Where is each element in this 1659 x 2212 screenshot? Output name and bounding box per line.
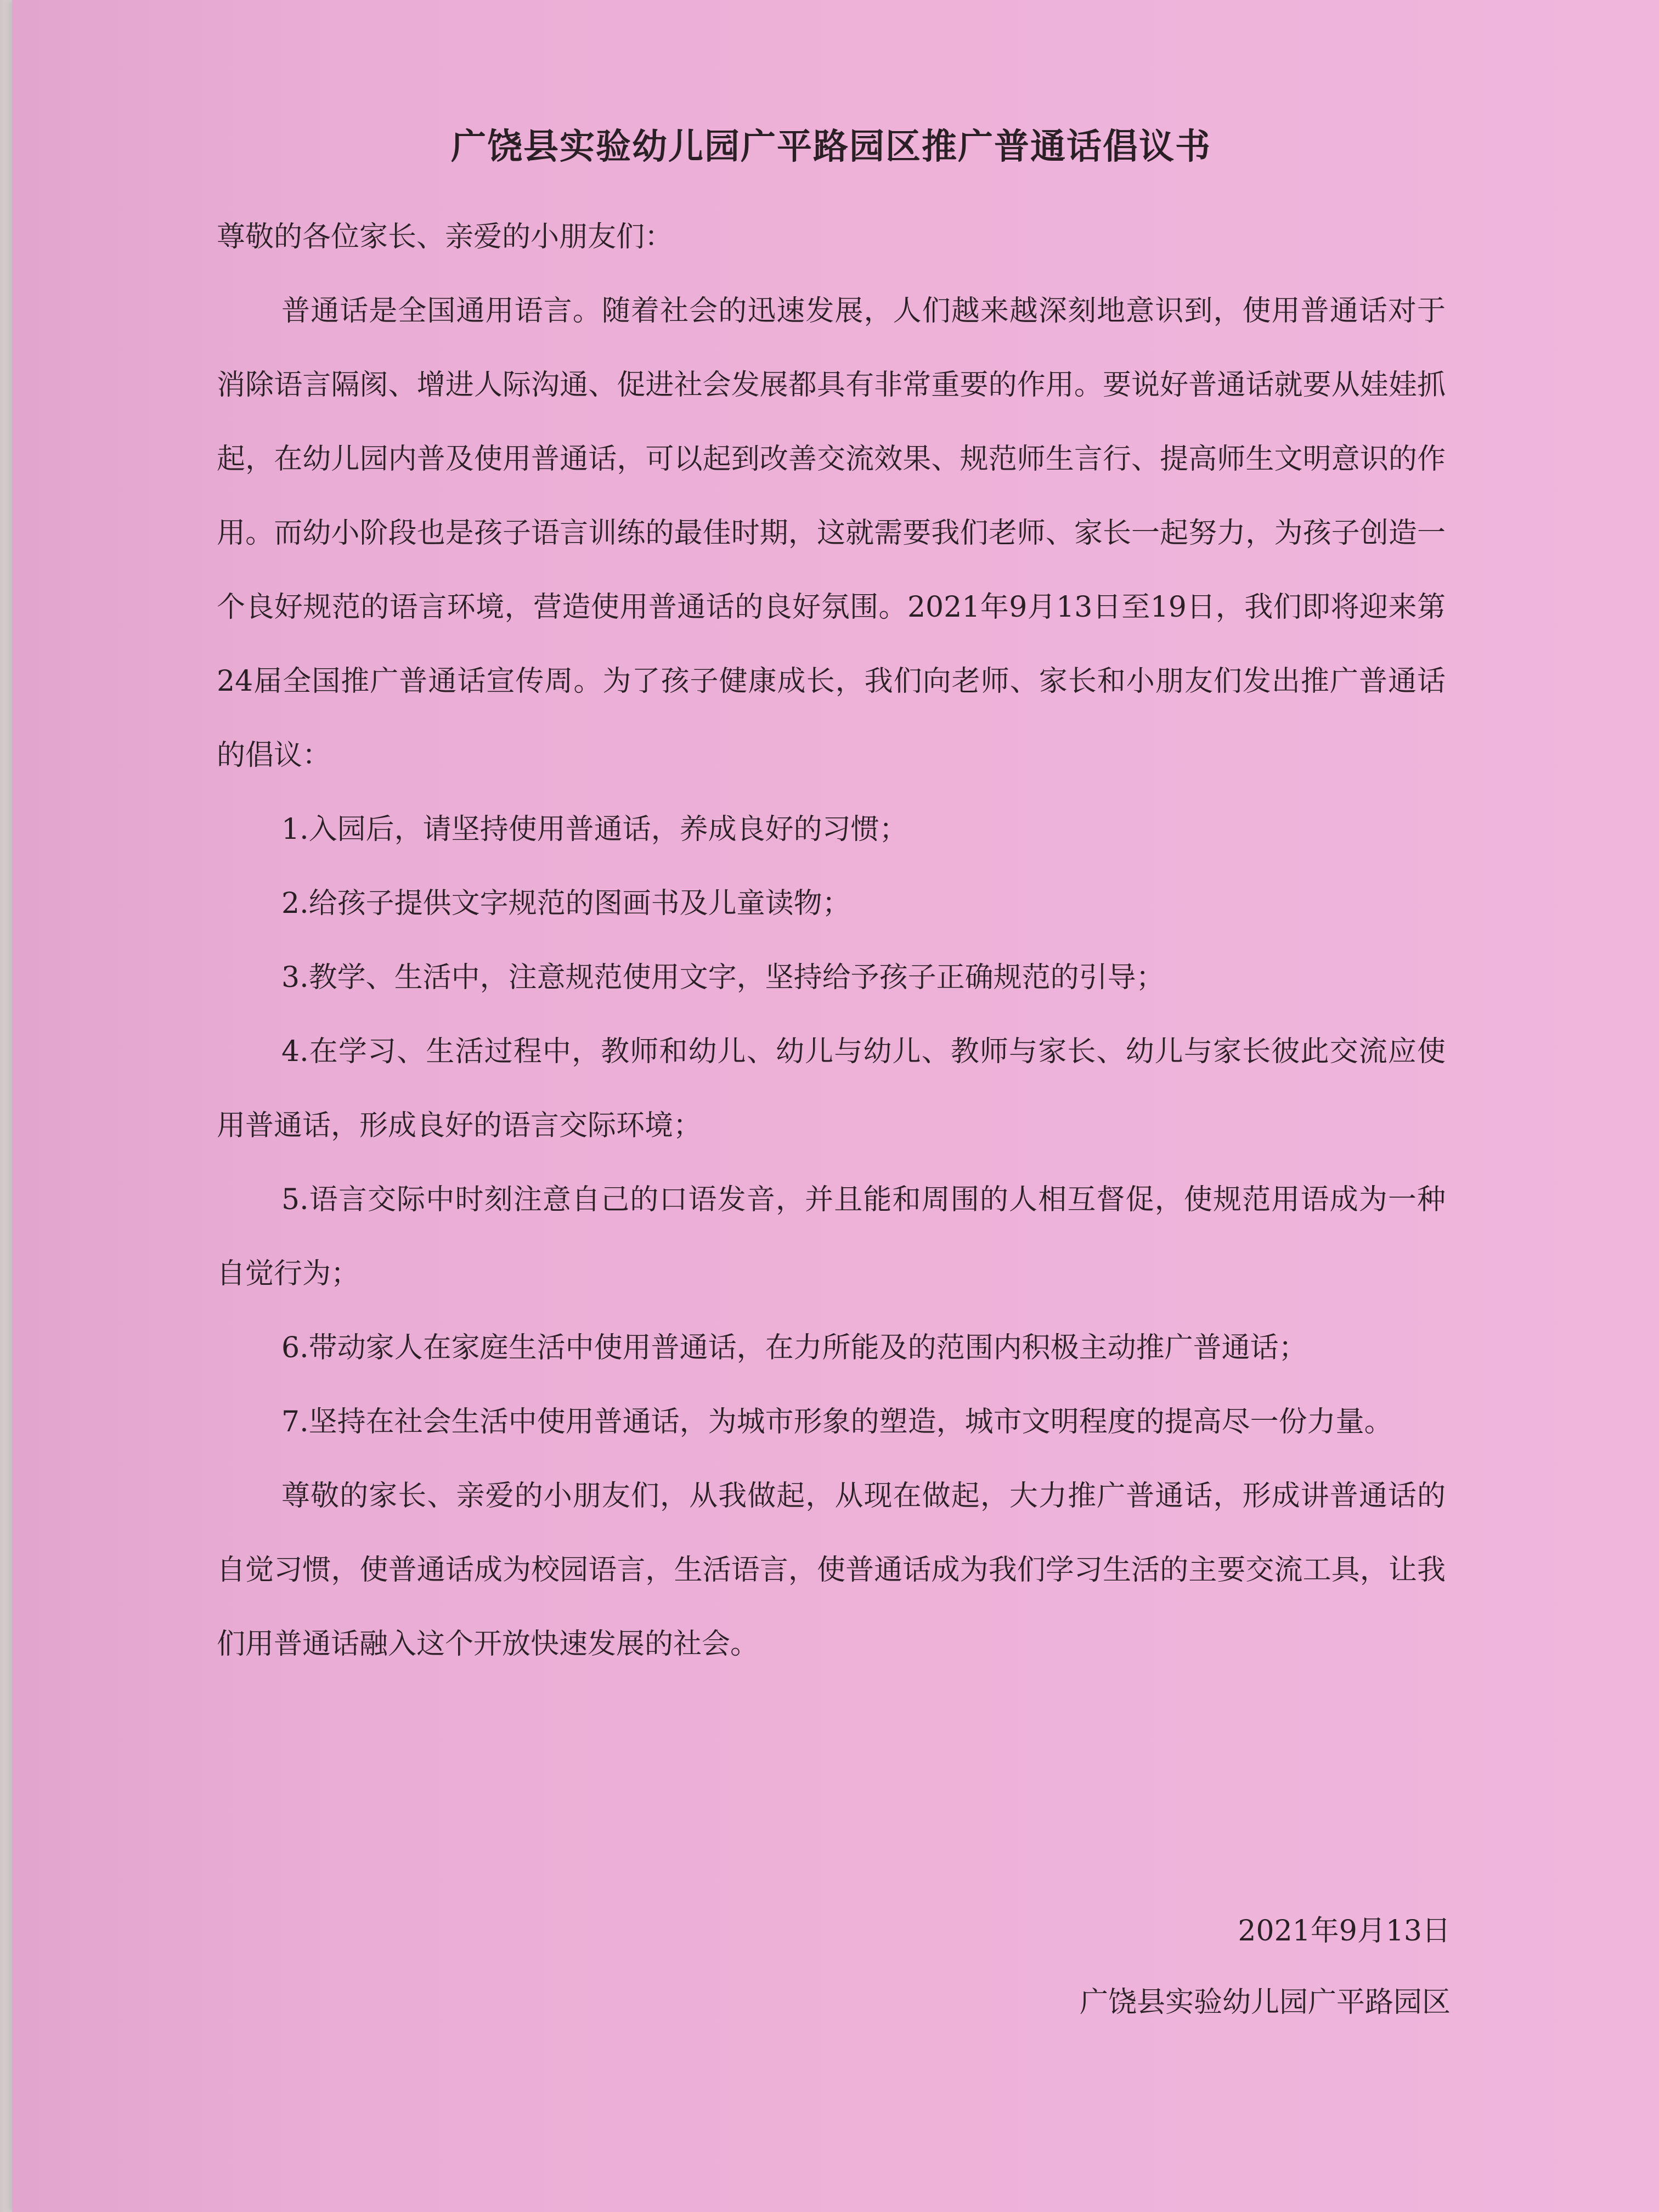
list-item: 4.在学习、生活过程中，教师和幼儿、幼儿与幼儿、教师与家长、幼儿与家长彼此交流应使用普通话，形成良好的语言交际环境；	[217, 1035, 1446, 1142]
list-item: 2.给孩子提供文字规范的图画书及儿童读物；	[281, 887, 851, 920]
list-item: 3.教学、生活中，注意规范使用文字，坚持给予孩子正确规范的引导；	[281, 961, 1165, 994]
salutation: 尊敬的各位家长、亲爱的小朋友们：	[217, 220, 674, 253]
document-title: 广饶县实验幼儿园广平路园区推广普通话倡议书	[451, 126, 1211, 167]
list-item: 6.带动家人在家庭生活中使用普通话，在力所能及的范围内积极主动推广普通话；	[281, 1331, 1307, 1364]
proposal-list	[217, 793, 1446, 1459]
organization-name: 广饶县实验幼儿园广平路园区	[1079, 1986, 1451, 2019]
list-item: 7.坚持在社会生活中使用普通话，为城市形象的塑造，城市文明程度的提高尽一份力量。	[281, 1405, 1393, 1438]
document-date: 2021年9月13日	[1238, 1915, 1451, 1948]
closing-paragraph: 尊敬的家长、亲爱的小朋友们，从我做起，从现在做起，大力推广普通话，形成讲普通话的自觉习惯，使普通话成为校园语言，生活语言，使普通话成为我们学习生活的主要交流工具，让我们用普通话融入这个开放快速发展的社会。	[217, 1479, 1446, 1661]
background-strip	[0, 0, 12, 2212]
document-body	[217, 126, 1446, 1681]
intro-paragraph: 普通话是全国通用语言。随着社会的迅速发展，人们越来越深刻地意识到，使用普通话对于消除语言隔阂、增进人际沟通、促进社会发展都具有非常重要的作用。要说好普通话就要从娃娃抓起，在幼儿园内普及使用普通话，可以起到改善交流效果、规范师生言行、提高师生文明意识的作用。而幼小阶段也是孩子语言训练的最佳时期，这就需要我们老师、家长一起努力，为孩子创造一个良好规范的语言环境，营造使用普通话的良好氛围。2021年9月13日至19日，我们即将迎来第24届全国推广普通话宣传周。为了孩子健康成长，我们向老师、家长和小朋友们发出推广普通话的倡议：	[217, 294, 1446, 772]
list-item: 1.入园后，请坚持使用普通话，养成良好的习惯；	[281, 812, 908, 846]
signature-block	[1080, 1895, 1451, 2038]
list-item: 5.语言交际中时刻注意自己的口语发音，并且能和周围的人相互督促，使规范用语成为一种自觉行为；	[217, 1183, 1446, 1290]
